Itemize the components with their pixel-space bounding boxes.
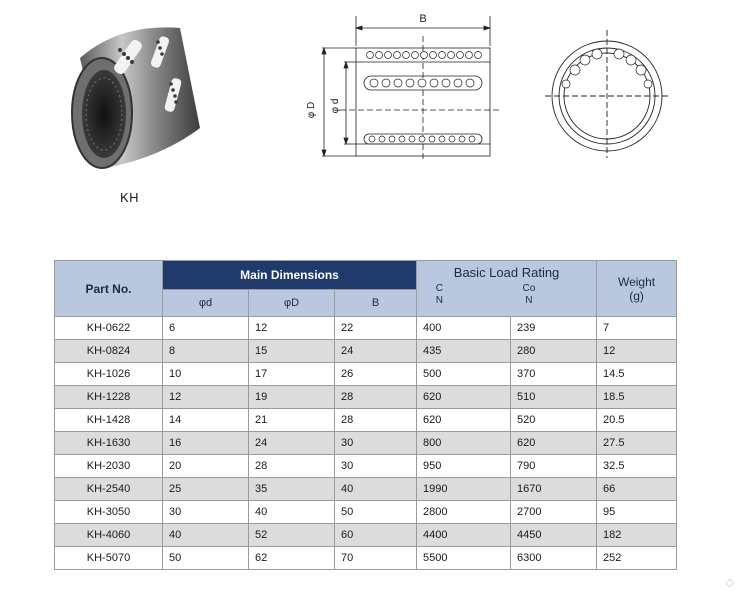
cell-B: 60	[335, 524, 417, 547]
cell-part-no: KH-1026	[55, 363, 163, 386]
cell-Co: 4450	[511, 524, 597, 547]
cell-Co: 280	[511, 340, 597, 363]
cell-B: 50	[335, 501, 417, 524]
cell-Co: 239	[511, 317, 597, 340]
product-caption: KH	[120, 190, 140, 205]
end-view-drawing	[545, 30, 675, 160]
cell-part-no: KH-4060	[55, 524, 163, 547]
header-basic-load-rating	[417, 261, 597, 317]
cell-d: 12	[163, 386, 249, 409]
cell-C: 400	[417, 317, 511, 340]
table-row	[55, 317, 677, 340]
table-row	[55, 363, 677, 386]
header-weight-unit: (g)	[629, 288, 644, 303]
cell-Co: 1670	[511, 478, 597, 501]
cell-C: 2800	[417, 501, 511, 524]
cell-weight: 27.5	[597, 432, 677, 455]
cell-part-no: KH-0824	[55, 340, 163, 363]
header-Co-unit: N	[525, 295, 533, 306]
cell-part-no: KH-1630	[55, 432, 163, 455]
cell-C: 800	[417, 432, 511, 455]
cell-part-no: KH-0622	[55, 317, 163, 340]
table-row	[55, 386, 677, 409]
header-Co: Co	[522, 283, 536, 294]
table-row	[55, 524, 677, 547]
cell-D: 17	[249, 363, 335, 386]
cell-part-no: KH-3050	[55, 501, 163, 524]
cell-d: 40	[163, 524, 249, 547]
cell-D: 12	[249, 317, 335, 340]
header-weight	[597, 261, 677, 317]
cell-C: 1990	[417, 478, 511, 501]
cell-Co: 620	[511, 432, 597, 455]
cell-B: 30	[335, 432, 417, 455]
cell-d: 50	[163, 547, 249, 570]
cell-weight: 12	[597, 340, 677, 363]
dim-label-D: φ D	[306, 101, 317, 119]
cell-part-no: KH-2030	[55, 455, 163, 478]
cell-weight: 20.5	[597, 409, 677, 432]
cell-weight: 182	[597, 524, 677, 547]
cell-weight: 95	[597, 501, 677, 524]
header-main-dimensions: Main Dimensions	[163, 261, 417, 290]
cell-C: 5500	[417, 547, 511, 570]
table-row	[55, 432, 677, 455]
cell-weight: 14.5	[597, 363, 677, 386]
cell-d: 8	[163, 340, 249, 363]
watermark-logo: ◇	[725, 577, 734, 589]
cell-D: 15	[249, 340, 335, 363]
cell-Co: 790	[511, 455, 597, 478]
header-B: B	[335, 290, 417, 317]
cell-part-no: KH-2540	[55, 478, 163, 501]
side-section-drawing	[300, 6, 500, 166]
cell-weight: 252	[597, 547, 677, 570]
specification-table	[54, 260, 677, 570]
cell-d: 20	[163, 455, 249, 478]
cell-Co: 510	[511, 386, 597, 409]
cell-D: 35	[249, 478, 335, 501]
cell-B: 28	[335, 386, 417, 409]
dim-label-d: φ d	[330, 98, 341, 114]
cell-d: 6	[163, 317, 249, 340]
cell-B: 28	[335, 409, 417, 432]
header-part-no: Part No.	[55, 261, 163, 317]
cell-Co: 6300	[511, 547, 597, 570]
cell-weight: 7	[597, 317, 677, 340]
cell-d: 14	[163, 409, 249, 432]
cell-Co: 2700	[511, 501, 597, 524]
cell-weight: 66	[597, 478, 677, 501]
cell-D: 21	[249, 409, 335, 432]
table-row	[55, 478, 677, 501]
table-row	[55, 409, 677, 432]
cell-D: 52	[249, 524, 335, 547]
cell-part-no: KH-5070	[55, 547, 163, 570]
cell-weight: 32.5	[597, 455, 677, 478]
cell-d: 16	[163, 432, 249, 455]
cell-Co: 520	[511, 409, 597, 432]
header-C-unit: N	[435, 295, 444, 306]
cell-D: 24	[249, 432, 335, 455]
header-D: φD	[249, 290, 335, 317]
cell-C: 620	[417, 409, 511, 432]
table-row	[55, 455, 677, 478]
cell-part-no: KH-1428	[55, 409, 163, 432]
cell-C: 4400	[417, 524, 511, 547]
header-d: φd	[163, 290, 249, 317]
cell-D: 19	[249, 386, 335, 409]
cell-B: 70	[335, 547, 417, 570]
dim-label-B: B	[419, 13, 427, 25]
cell-d: 25	[163, 478, 249, 501]
header-load-title: Basic Load Rating	[453, 265, 560, 280]
cell-C: 500	[417, 363, 511, 386]
specification-table-body	[55, 317, 677, 570]
cell-C: 950	[417, 455, 511, 478]
table-row	[55, 547, 677, 570]
cell-d: 10	[163, 363, 249, 386]
cell-d: 30	[163, 501, 249, 524]
bearing-photo	[60, 8, 210, 178]
cell-B: 40	[335, 478, 417, 501]
cell-C: 620	[417, 386, 511, 409]
cell-Co: 370	[511, 363, 597, 386]
cell-B: 24	[335, 340, 417, 363]
cell-D: 40	[249, 501, 335, 524]
header-C: C	[435, 283, 444, 294]
cell-D: 62	[249, 547, 335, 570]
cell-B: 22	[335, 317, 417, 340]
cell-D: 28	[249, 455, 335, 478]
table-row	[55, 501, 677, 524]
cell-B: 30	[335, 455, 417, 478]
cell-weight: 18.5	[597, 386, 677, 409]
cell-B: 26	[335, 363, 417, 386]
cell-C: 435	[417, 340, 511, 363]
header-weight-label: Weight	[617, 274, 656, 289]
cell-part-no: KH-1228	[55, 386, 163, 409]
table-row	[55, 340, 677, 363]
